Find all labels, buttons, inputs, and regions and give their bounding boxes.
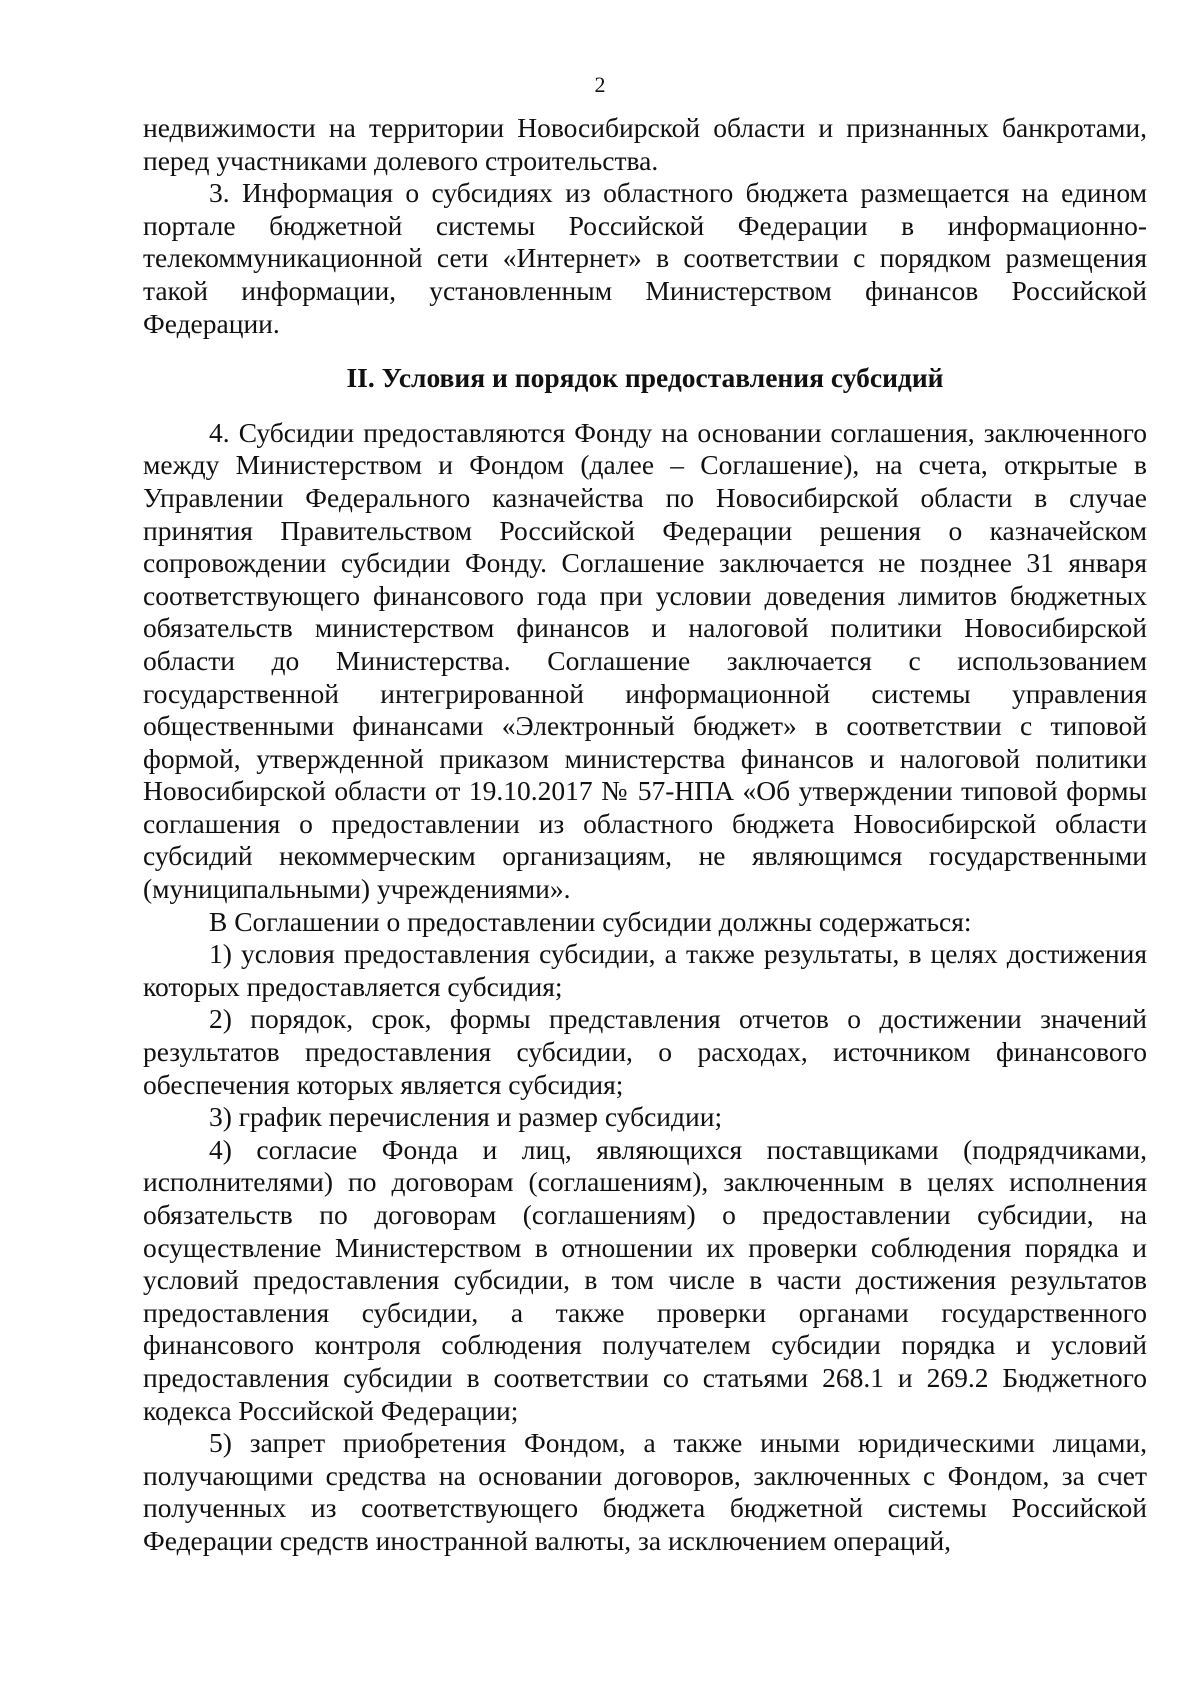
document-body (143, 112, 1147, 1558)
section-heading: II. Условия и порядок предоставления субсидий (346, 362, 944, 394)
list-item-1: 1) условия предоставления субсидии, а также результаты, в целях достижения которых предоставляется субсидия; (143, 938, 1147, 1002)
paragraph-agreement-intro: В Соглашении о предоставлении субсидии должны содержаться: (209, 905, 972, 937)
list-item-4: 4) согласие Фонда и лиц, являющихся поставщиками (подрядчиками, исполнителями) по договорам (соглашениям), заключенным в целях исполнения обязательств по договорам (соглашениям) о предоставлении субсидии, на осуществление Министерством в отношении их проверки соблюдения порядка и условий предоставления субсидии, в том числе в части достижения результатов предоставления субсидии, а также проверки органами государственного финансового контроля соблюдения получателем субсидии порядка и условий предоставления субсидии в соответствии со статьями 268.1 и 269.2 Бюджетного кодекса Российской Федерации; (143, 1133, 1147, 1426)
paragraph-3: 3. Информация о субсидиях из областного бюджета размещается на едином портале бюджетной системы Российской Федерации в информационно-телекоммуникационной сети «Интернет» в соответствии с порядком размещения такой информации, установленным Министерством финансов Российской Федерации. (143, 177, 1147, 339)
paragraph-4: 4. Субсидии предоставляются Фонду на основании соглашения, заключенного между Министерством и Фондом (далее – Соглашение), на счета, открытые в Управлении Федерального казначейства по Новосибирской области в случае принятия Правительством Российской Федерации решения о казначейском сопровождении субсидии Фонду. Соглашение заключается не позднее 31 января соответствующего финансового года при условии доведения лимитов бюджетных обязательств министерством финансов и налоговой политики Новосибирской области до Министерства. Соглашение заключается с использованием государственной интегрированной информационной системы управления общественными финансами «Электронный бюджет» в соответствии с типовой формой, утвержденной приказом министерства финансов и налоговой политики Новосибирской области от 19.10.2017 № 57-НПА «Об утверждении типовой формы соглашения о предоставлении из областного бюджета Новосибирской области субсидий некоммерческим организациям, не являющимся государственными (муниципальными) учреждениями». (143, 416, 1147, 905)
list-item-5: 5) запрет приобретения Фондом, а также иными юридическими лицами, получающими средства на основании договоров, заключенных с Фондом, за счет полученных из соответствующего бюджета бюджетной системы Российской Федерации средств иностранной валюты, за исключением операций, (143, 1427, 1147, 1556)
list-item-2: 2) порядок, срок, формы представления отчетов о достижении значений результатов предоставления субсидии, о расходах, источником финансового обеспечения которых является субсидия; (143, 1003, 1147, 1100)
paragraph-continuation: недвижимости на территории Новосибирской области и признанных банкротами, перед участниками долевого строительства. (143, 112, 1147, 176)
list-item-3: 3) график перечисления и размер субсидии; (209, 1101, 723, 1133)
page-number: 2 (594, 72, 606, 97)
